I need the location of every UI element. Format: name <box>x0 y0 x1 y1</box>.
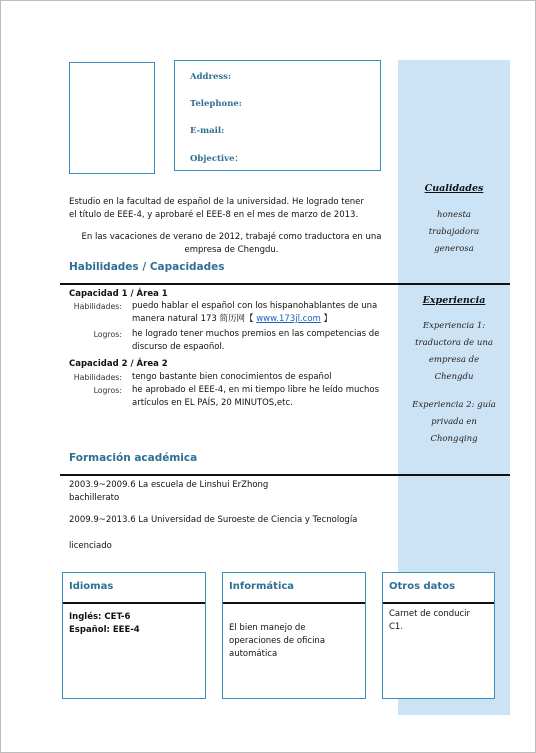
text-line: traductora de una <box>415 338 493 348</box>
text-line: Experiencia 2: guía <box>412 400 496 410</box>
intro-paragraph-2 <box>69 231 394 257</box>
intro-line: En las vacaciones de verano de 2012, trabajé como traductora en una <box>81 232 382 242</box>
education-rule <box>60 474 510 476</box>
computing-box <box>222 572 366 699</box>
other-data-box <box>382 572 495 699</box>
text-line: empresa de <box>428 355 480 365</box>
qualities-list <box>402 207 506 258</box>
languages-content <box>69 611 140 637</box>
cap1-skills-label: Habilidades: <box>73 302 122 311</box>
text-line: C1. <box>389 622 404 632</box>
text-line: Chengdu <box>434 372 474 382</box>
text-line: he aprobado el EEE-4, en mi tiempo libre he leído muchos <box>132 385 380 395</box>
email-label: E-mail: <box>190 126 225 136</box>
text-line: discurso de espaoñol. <box>132 342 225 352</box>
capacity-2-heading: Capacidad 2 / Área 2 <box>69 359 168 369</box>
intro-line: Estudio en la facultad de español de la universidad. He logrado tener <box>69 197 364 207</box>
cap2-skills-text: tengo bastante bien conocimientos de español <box>132 372 332 382</box>
text-line: he logrado tener muchos premios en las competencias de <box>132 329 380 339</box>
languages-box <box>62 572 206 699</box>
text-line: 2003.9~2009.6 La escuela de Linshui ErZhong <box>69 480 269 490</box>
intro-paragraph-1 <box>69 196 394 222</box>
text-line: privada en <box>431 417 477 427</box>
cap1-achievements-text <box>132 328 394 354</box>
text-line: automática <box>229 649 278 659</box>
other-data-content <box>389 608 470 634</box>
languages-rule <box>63 602 205 604</box>
text-fragment: 】 <box>320 314 333 324</box>
computing-content <box>229 622 325 661</box>
cap1-skills-text <box>132 300 394 326</box>
computing-rule <box>223 602 365 604</box>
languages-title: Idiomas <box>69 581 114 592</box>
cap2-achievements-text <box>132 384 394 410</box>
text-fragment: manera natural 173 简历网【 <box>132 314 257 324</box>
experience-title: Experiencia <box>422 295 486 306</box>
quality-item: honesta <box>437 210 471 220</box>
education-title: Formación académica <box>69 452 198 464</box>
text-line: Carnet de conducir <box>389 609 471 619</box>
quality-item: generosa <box>434 244 474 254</box>
cap2-achievements-label: Logros: <box>93 386 122 395</box>
text-line: Español: EEE-4 <box>69 625 140 635</box>
capacity-1-heading: Capacidad 1 / Área 1 <box>69 289 168 299</box>
address-label: Address: <box>190 72 232 82</box>
objective-label: Objective： <box>190 154 244 164</box>
text-line: El bien manejo de <box>229 623 306 633</box>
computing-title: Informática <box>229 581 295 592</box>
text-line: bachillerato <box>69 493 120 503</box>
education-entry-2 <box>69 514 394 527</box>
text-line: artículos en EL PAÍS, 20 MINUTOS,etc. <box>132 398 293 408</box>
text-line <box>132 313 394 326</box>
qualities-title: Cualidades <box>424 183 484 194</box>
experience-1 <box>402 318 506 386</box>
telephone-label: Telephone: <box>190 99 242 109</box>
text-line: Experiencia 1: <box>422 321 486 331</box>
website-link[interactable]: www.173jl.com <box>256 314 321 324</box>
text-line: puedo hablar el español con los hispanohablantes de una <box>132 301 378 311</box>
experience-2 <box>402 397 506 448</box>
intro-line: empresa de Chengdu. <box>184 245 279 255</box>
text-line: operaciones de oficina <box>229 636 326 646</box>
cap1-achievements-label: Logros: <box>93 330 122 339</box>
quality-item: trabajadora <box>428 227 480 237</box>
photo-placeholder <box>69 62 155 174</box>
text-line: 2009.9~2013.6 La Universidad de Suroeste de Ciencia y Tecnología <box>69 515 358 525</box>
contact-box <box>174 60 381 171</box>
text-line: Inglés: CET-6 <box>69 612 131 622</box>
other-data-rule <box>383 602 494 604</box>
skills-title: Habilidades / Capacidades <box>69 261 225 273</box>
cap2-skills-label: Habilidades: <box>73 373 122 382</box>
education-degree: licenciado <box>69 541 112 551</box>
other-data-title: Otros datos <box>389 581 456 592</box>
education-entry-1 <box>69 479 394 505</box>
sidebar-rule-1 <box>398 283 510 285</box>
intro-line: el título de EEE-4, y aprobaré el EEE-8 en el mes de marzo de 2013. <box>69 210 359 220</box>
text-line: Chongqing <box>430 434 478 444</box>
